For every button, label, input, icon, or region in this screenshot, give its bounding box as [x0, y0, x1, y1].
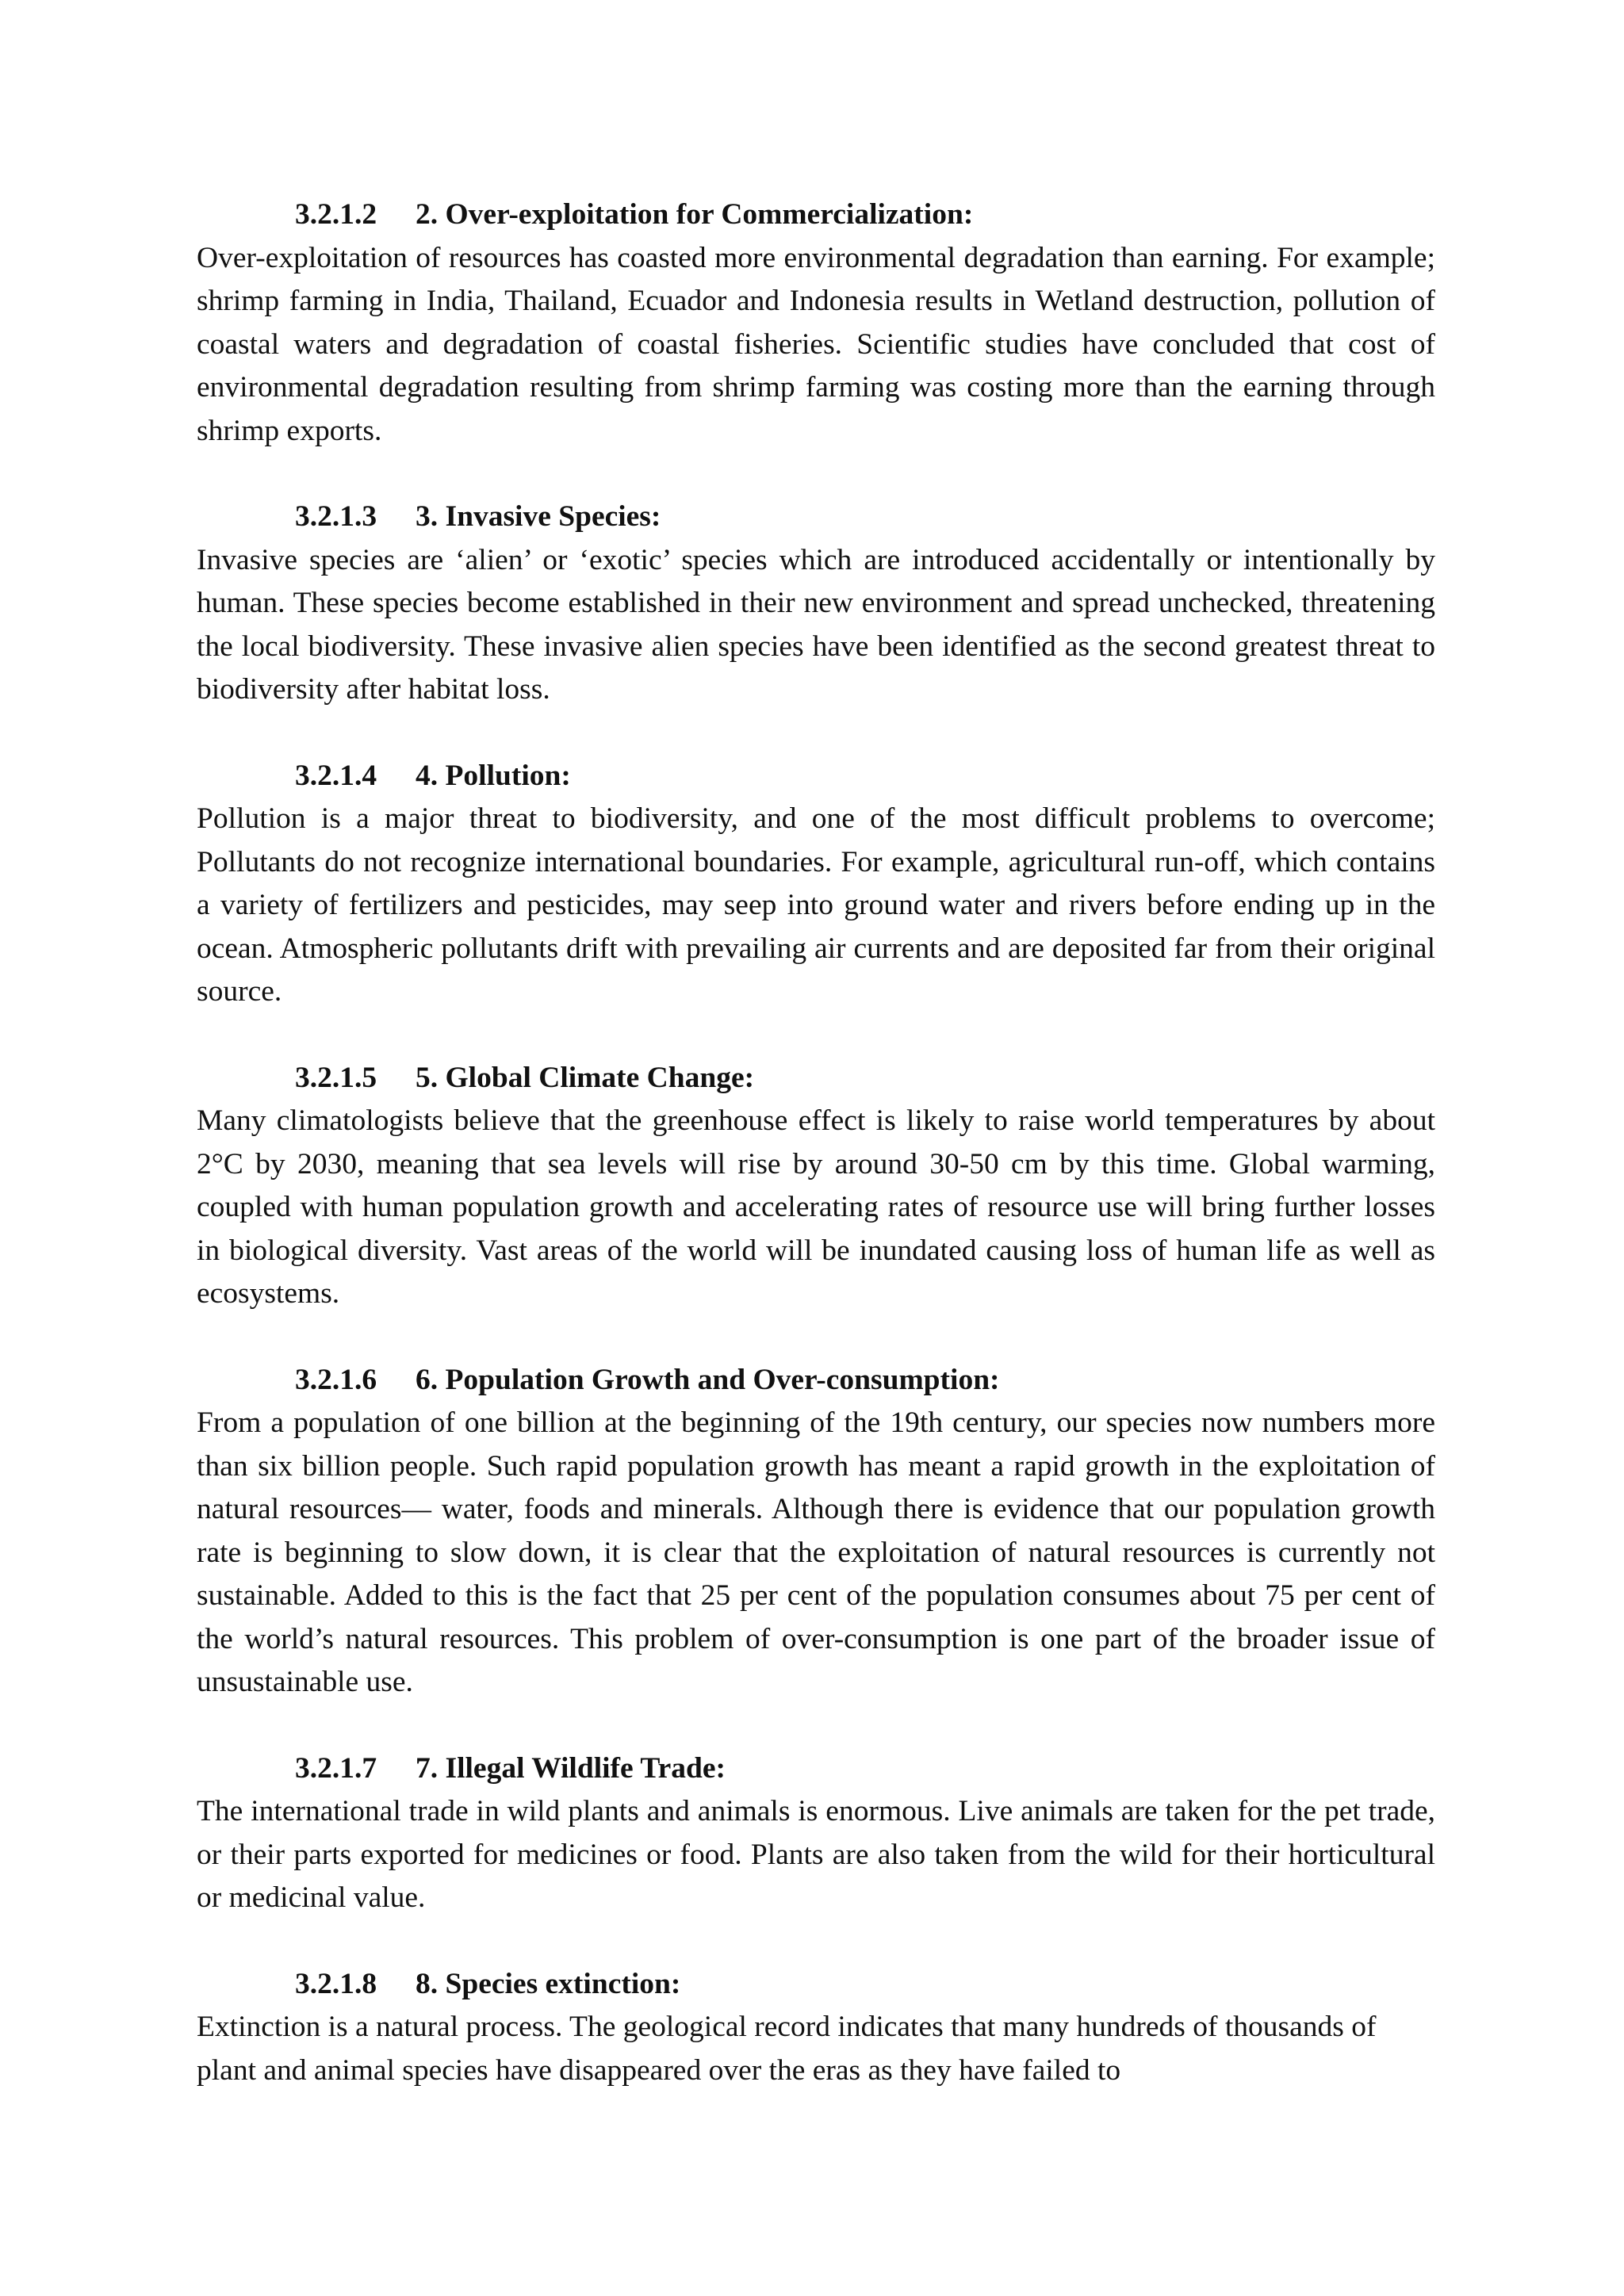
section-heading [295, 1359, 1435, 1402]
document-page [197, 193, 1435, 2135]
section-illegal-wildlife-trade [197, 1747, 1435, 1920]
section-over-exploitation [197, 193, 1435, 453]
section-title: 8. Species extinction: [416, 1967, 681, 2000]
section-body: Over-exploitation of resources has coasted more environmental degradation than earning. For example; shrimp farming in India, Thailand, Ecuador and Indonesia results in Wetland destruction, pollution of coastal waters and degradation of coastal fisheries. Scientific studies have concluded that cost of environmental degradation resulting from shrimp farming was costing more than the earning through shrimp exports. [197, 241, 1435, 447]
section-number: 3.2.1.3 [295, 500, 377, 533]
section-body: Extinction is a natural process. The geological record indicates that many hundreds of thousands of plant and animal species have disappeared over the eras as they have failed to [197, 2011, 1377, 2087]
section-number: 3.2.1.4 [295, 759, 377, 792]
section-body: Many climatologists believe that the greenhouse effect is likely to raise world temperatures by about 2°C by 2030, meaning that sea levels will rise by around 30-50 cm by this time. Global warming, coupled with human population growth and accelerating rates of resource use will bring further losses in biological diversity. Vast areas of the world will be inundated causing loss of human life as well as ecosystems. [197, 1104, 1435, 1310]
section-title: 5. Global Climate Change: [416, 1061, 755, 1094]
section-number: 3.2.1.7 [295, 1751, 377, 1785]
section-title: 2. Over-exploitation for Commercialization: [416, 198, 974, 231]
section-heading [295, 496, 1435, 539]
section-heading [295, 755, 1435, 798]
section-body: The international trade in wild plants and animals is enormous. Live animals are taken for the pet trade, or their parts exported for medicines or food. Plants are also taken from the wild for their horticultural or medicinal value. [197, 1795, 1435, 1914]
section-body: From a population of one billion at the beginning of the 19th century, our species now numbers more than six billion people. Such rapid population growth has meant a rapid growth in the exploitation of natural resources— water, foods and minerals. Although there is evidence that our population growth rate is beginning to slow down, it is clear that the exploitation of natural resources is currently not sustainable. Added to this is the fact that 25 per cent of the population consumes about 75 per cent of the world’s natural resources. This problem of over-consumption is one part of the broader issue of unsustainable use. [197, 1406, 1435, 1698]
section-body: Pollution is a major threat to biodiversity, and one of the most difficult problems to overcome; Pollutants do not recognize international boundaries. For example, agricultural run-off, which contains a variety of fertilizers and pesticides, may seep into ground water and rivers before ending up in the ocean. Atmospheric pollutants drift with prevailing air currents and are deposited far from their original source. [197, 802, 1435, 1008]
section-heading [295, 1747, 1435, 1791]
section-heading [295, 193, 1435, 237]
section-population-growth [197, 1359, 1435, 1705]
section-title: 4. Pollution: [416, 759, 571, 792]
section-title: 6. Population Growth and Over-consumption: [416, 1363, 1000, 1396]
section-number: 3.2.1.2 [295, 198, 377, 231]
section-heading [295, 1963, 1435, 2007]
section-heading [295, 1057, 1435, 1100]
section-title: 3. Invasive Species: [416, 500, 661, 533]
section-title: 7. Illegal Wildlife Trade: [416, 1751, 726, 1785]
section-global-climate-change [197, 1057, 1435, 1316]
section-pollution [197, 755, 1435, 1014]
section-number: 3.2.1.6 [295, 1363, 377, 1396]
section-number: 3.2.1.8 [295, 1967, 377, 2000]
section-species-extinction [197, 1963, 1435, 2093]
section-body: Invasive species are ‘alien’ or ‘exotic’ species which are introduced accidentally or intentionally by human. These species become established in their new environment and spread unchecked, threatening the local biodiversity. These invasive alien species have been identified as the second greatest threat to biodiversity after habitat loss. [197, 543, 1435, 706]
section-invasive-species [197, 496, 1435, 712]
section-number: 3.2.1.5 [295, 1061, 377, 1094]
